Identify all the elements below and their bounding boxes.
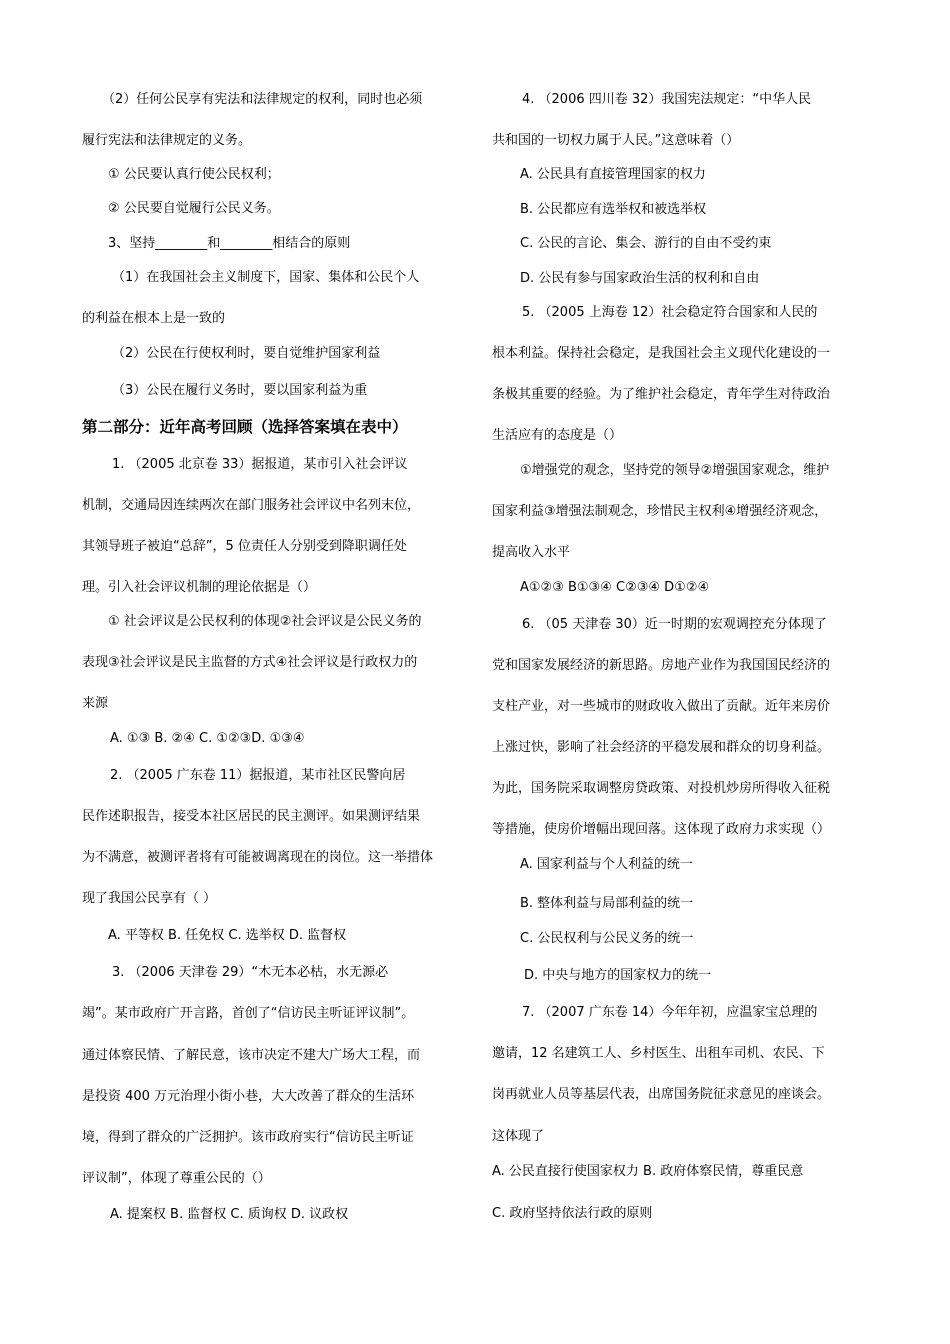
text-line: 竭”。某市政府广开言路，首创了“信访民主听证评议制”。: [82, 1006, 415, 1021]
text-line: 条极其重要的经验。为了维护社会稳定，青年学生对待政治: [492, 387, 831, 402]
question-stem: 7. （2007 广东卷 14）今年年初，应温家宝总理的: [522, 1005, 818, 1020]
question-stem: 5. （2005 上海卷 12）社会稳定符合国家和人民的: [522, 305, 818, 320]
question-stem: 6. （05 天津卷 30）近一时期的宏观调控充分体现了: [522, 617, 827, 632]
text-line: 提高收入水平: [492, 545, 571, 560]
answer-option: D. 中央与地方的国家权力的统一: [524, 968, 712, 983]
text-line: 上涨过快，影响了社会经济的平稳发展和群众的切身利益。: [492, 740, 831, 755]
text-line: （3）公民在履行义务时，要以国家利益为重: [112, 383, 368, 398]
answer-options: A. 平等权 B. 任免权 C. 选举权 D. 监督权: [108, 928, 347, 943]
text-line: 理。引入社会评议机制的理论依据是（）: [82, 580, 317, 595]
answer-option: A. 公民具有直接管理国家的权力: [520, 167, 706, 182]
text-line: （1）在我国社会主义制度下，国家、集体和公民个人: [112, 270, 420, 285]
text-line: 党和国家发展经济的新思路。房地产业作为我国国民经济的: [492, 658, 831, 673]
text-line: 现了我国公民享有（ ）: [82, 891, 217, 906]
text-line: 来源: [82, 696, 109, 711]
question-stem: 4. （2006 四川卷 32）我国宪法规定：“中华人民: [522, 92, 812, 107]
text-line: ① 公民要认真行使公民权利；: [108, 167, 280, 182]
answer-option: C. 公民权利与公民义务的统一: [520, 931, 694, 946]
text-line: 支柱产业，对一些城市的财政收入做出了贡献。近年来房价: [492, 699, 831, 714]
answer-option: B. 公民都应有选举权和被选举权: [520, 202, 707, 217]
text-line: 3、坚持________和________相结合的原则: [108, 236, 351, 251]
text-line: 为不满意，被测评者将有可能被调离现在的岗位。这一举措体: [82, 850, 434, 865]
text-line: 邀请，12 名建筑工人、乡村医生、出租车司机、农民、下: [492, 1046, 825, 1061]
text-line: 国家利益③增强法制观念，珍惜民主权利④增强经济观念，: [492, 504, 828, 519]
text-line: 机制，交通局因连续两次在部门服务社会评议中名列末位，: [82, 498, 421, 513]
question-stem: 2. （2005 广东卷 11）据报道，某市社区民警向居: [110, 768, 406, 783]
text-line: 表现③社会评议是民主监督的方式④社会评议是行政权力的: [82, 655, 418, 670]
answer-option: C. 政府坚持依法行政的原则: [492, 1206, 653, 1221]
text-line: 境，得到了群众的广泛拥护。该市政府实行“信访民主听证: [82, 1130, 414, 1145]
text-line: 其领导班子被迫“总辞”，5 位责任人分别受到降职调任处: [82, 539, 407, 554]
answer-options: A. 公民直接行使国家权力 B. 政府体察民情，尊重民意: [492, 1164, 804, 1179]
answer-option: D. 公民有参与国家政治生活的权利和自由: [520, 271, 760, 286]
text-line: 评议制”，体现了尊重公民的（）: [82, 1171, 271, 1186]
answer-option: B. 整体利益与局部利益的统一: [520, 896, 694, 911]
text-line: （2）公民在行使权利时，要自觉维护国家利益: [112, 346, 381, 361]
text-line: 这体现了: [492, 1129, 545, 1144]
text-line: 为此，国务院采取调整房贷政策、对投机炒房所得收入征税: [492, 781, 831, 796]
text-line: 共和国的一切权力属于人民。”这意味着（）: [492, 133, 740, 148]
text-line: 通过体察民情、了解民意，该市决定不建大广场大工程，而: [82, 1048, 421, 1063]
answer-options: A①②③ B①③④ C②③④ D①②④: [520, 580, 710, 595]
answer-option: A. 国家利益与个人利益的统一: [520, 857, 693, 872]
text-line: 履行宪法和法律规定的义务。: [82, 133, 252, 148]
text-line: 等措施，使房价增幅出现回落。这体现了政府力求实现（）: [492, 822, 831, 837]
question-stem: 3. （2006 天津卷 29）“木无本必枯，水无源必: [112, 965, 389, 980]
text-line: ① 社会评议是公民权利的体现②社会评议是公民义务的: [108, 614, 422, 629]
text-line: ② 公民要自觉履行公民义务。: [108, 201, 280, 216]
section-heading: 第二部分：近年高考回顾（选择答案填在表中）: [82, 418, 408, 436]
answer-options: A. 提案权 B. 监督权 C. 质询权 D. 议政权: [110, 1207, 349, 1222]
answer-option: C. 公民的言论、集会、游行的自由不受约束: [520, 236, 772, 251]
text-line: 是投资 400 万元治理小街小巷，大大改善了群众的生活环: [82, 1089, 415, 1104]
question-stem: 1. （2005 北京卷 33）据报道，某市引入社会评议: [112, 457, 408, 472]
text-line: ①增强党的观念，坚持党的领导②增强国家观念，维护: [520, 463, 830, 478]
answer-options: A. ①③ B. ②④ C. ①②③D. ①③④: [110, 731, 305, 746]
text-line: 岗再就业人员等基层代表，出席国务院征求意见的座谈会。: [492, 1087, 831, 1102]
text-line: （2）任何公民享有宪法和法律规定的权利，同时也必须: [102, 92, 423, 107]
text-line: 根本利益。保持社会稳定，是我国社会主义现代化建设的一: [492, 346, 831, 361]
text-line: 的利益在根本上是一致的: [82, 311, 226, 326]
text-line: 民作述职报告，接受本社区居民的民主测评。如果测评结果: [82, 809, 421, 824]
text-line: 生活应有的态度是（）: [492, 428, 623, 443]
